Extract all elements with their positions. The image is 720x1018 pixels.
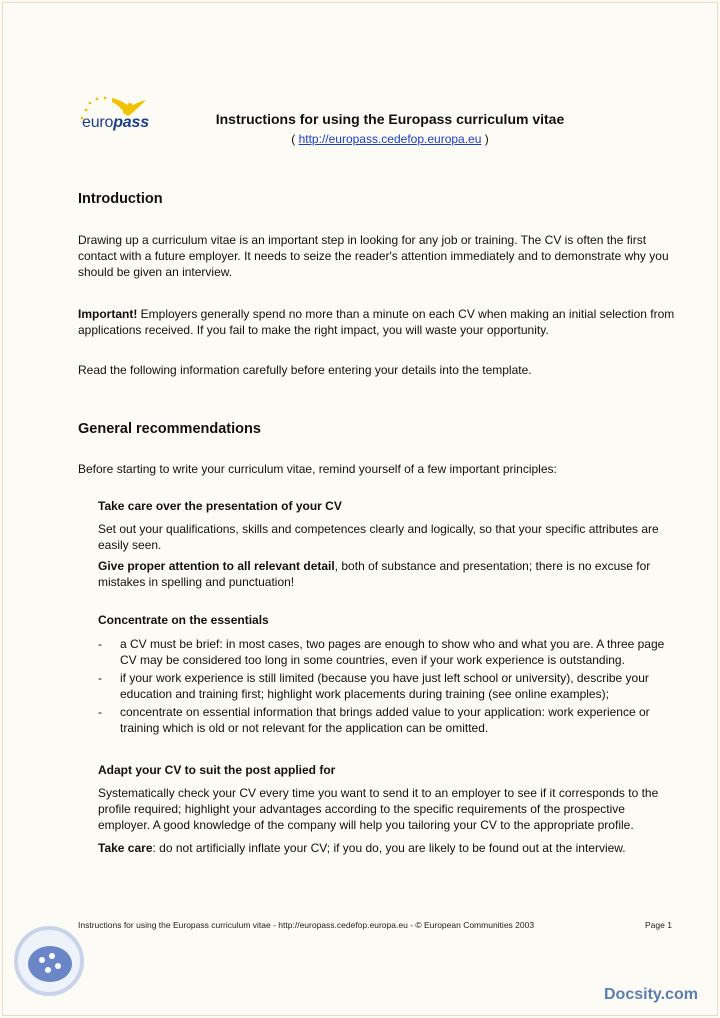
footer-text: Instructions for using the Europass curriculum vitae - http://europass.cedefop.europa.eu - © European Communities 2003	[78, 920, 535, 930]
document-url-line: ( http://europass.cedefop.europa.eu )	[291, 132, 489, 146]
page-number: Page 1	[645, 920, 672, 930]
adapt-paragraph-1: Systematically check your CV every time you want to send it to an employer to see if it corresponds to the profile required; highlight your advantages according to the specific requirements of the prospective employer. A good knowledge of the company will help you tailoring your CV to the appropriate profile.	[98, 786, 659, 832]
document-title: Instructions for using the Europass curriculum vitae	[215, 111, 565, 127]
watermark-stamp	[12, 924, 86, 998]
presentation-paragraph-1: Set out your qualifications, skills and competences clearly and logically, so that your specific attributes are easily seen.	[98, 522, 659, 552]
introduction-heading: Introduction	[78, 191, 163, 207]
introduction-paragraph-1: Drawing up a curriculum vitae is an important step in looking for any job or training. The CV is often the first contact with a future employer. It needs to seize the reader's attention immediately and to demonstrate why you should be given an interview.	[78, 233, 669, 279]
essentials-subheading: Concentrate on the essentials	[98, 613, 269, 627]
list-item: - concentrate on essential information that brings added value to your application: work experience or training which is old or not relevant for the application can be omitted.	[98, 705, 650, 735]
introduction-paragraph-2: Important! Employers generally spend no more than a minute on each CV when making an initial selection from applications received. If you fail to make the right impact, you will waste your opportunity.	[78, 307, 675, 337]
introduction-paragraph-3: Read the following information carefully before entering your details into the template.	[78, 363, 532, 377]
adapt-paragraph-2: Take care: do not artificially inflate your CV; if you do, you are likely to be found out at the interview.	[98, 841, 626, 855]
europass-link[interactable]: http://europass.cedefop.europa.eu	[298, 132, 482, 146]
adapt-subheading: Adapt your CV to suit the post applied for	[98, 763, 336, 777]
presentation-subheading: Take care over the presentation of your CV	[98, 499, 342, 513]
general-recommendations-heading: General recommendations	[78, 421, 261, 437]
list-item: - a CV must be brief: in most cases, two pages are enough to show who and what you are. A three page CV may be considered too long in some countries, even if your work experience is outstanding.	[98, 637, 665, 667]
list-item: - if your work experience is still limited (because you have just left school or university), describe your education and training first; highlight work placements during training (see online examples);	[98, 671, 649, 701]
essentials-list	[98, 636, 678, 738]
europass-logo-wordmark: europass	[82, 114, 149, 131]
general-recommendations-intro: Before starting to write your curriculum vitae, remind yourself of a few important principles:	[78, 462, 557, 476]
presentation-paragraph-2: Give proper attention to all relevant detail, both of substance and presentation; there is no excuse for mistakes in spelling and punctuation!	[98, 559, 651, 589]
docsity-watermark: Docsity.com	[604, 986, 698, 1003]
watermark-stamp-icon	[12, 924, 86, 998]
